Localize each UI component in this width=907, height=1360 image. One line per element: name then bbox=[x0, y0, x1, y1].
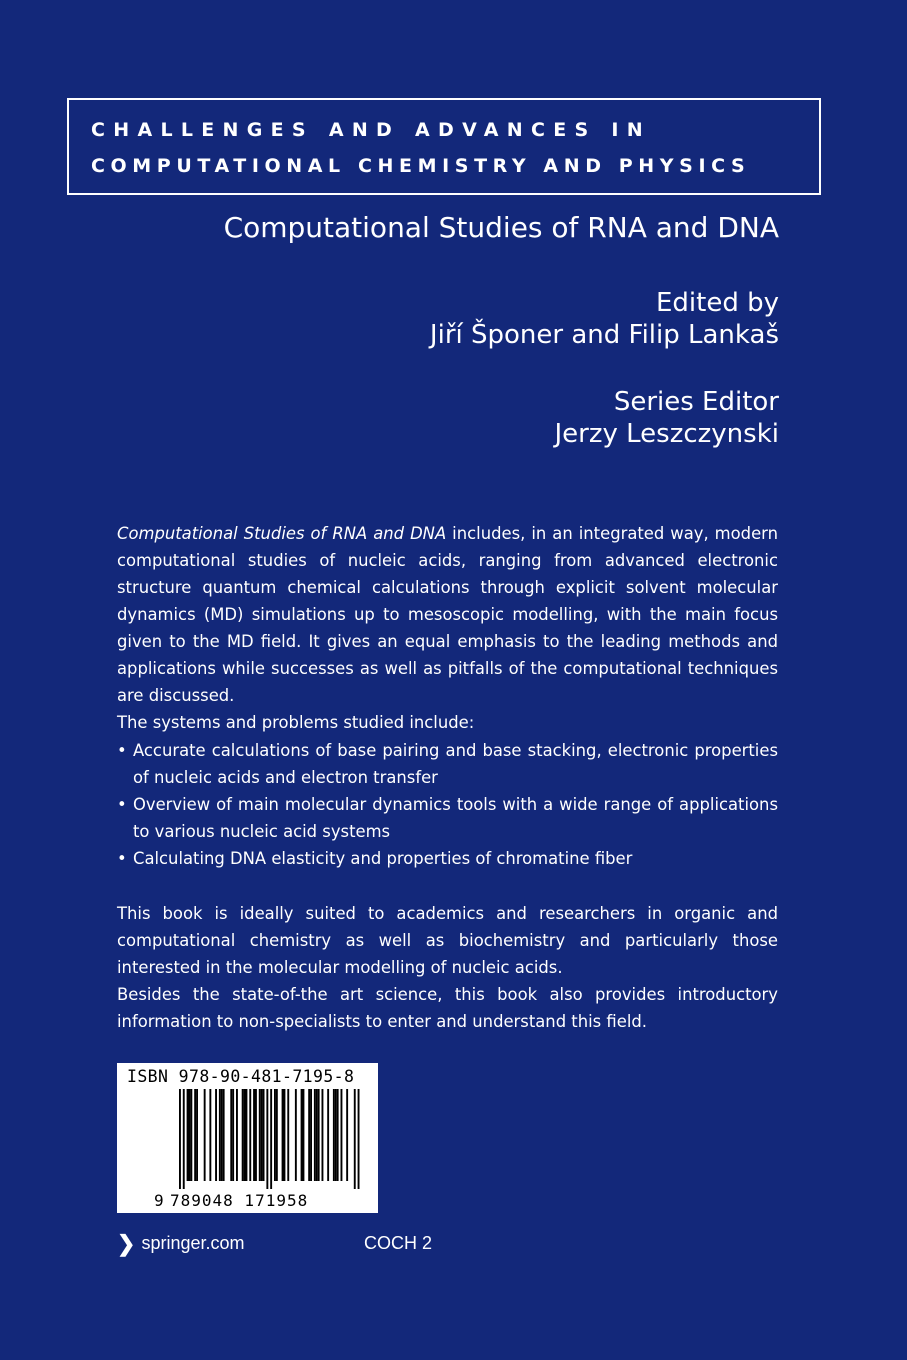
description bbox=[117, 520, 778, 736]
description-title-italic: Computational Studies of RNA and DNA bbox=[117, 524, 447, 543]
barcode-bar bbox=[335, 1089, 337, 1181]
book-title: Computational Studies of RNA and DNA bbox=[223, 211, 779, 244]
barcode-bar bbox=[189, 1089, 191, 1181]
series-editor-name: Jerzy Leszczynski bbox=[554, 419, 779, 449]
barcode-bar bbox=[215, 1089, 217, 1181]
barcode-bar bbox=[263, 1089, 265, 1181]
barcode-bar bbox=[223, 1089, 225, 1181]
list-item-text: Calculating DNA elasticity and properties of chromatine fiber bbox=[133, 849, 633, 868]
series-title-box bbox=[67, 98, 821, 195]
barcode-bar bbox=[318, 1089, 320, 1181]
barcode-bar bbox=[221, 1089, 223, 1181]
barcode-bar bbox=[295, 1089, 297, 1181]
barcode-bar bbox=[246, 1089, 248, 1181]
barcode-bar bbox=[242, 1089, 244, 1181]
barcode-bar bbox=[187, 1089, 189, 1181]
barcode-bar bbox=[255, 1089, 257, 1181]
barcode-bar bbox=[179, 1089, 181, 1189]
audience-paragraph: This book is ideally suited to academics and researchers in organic and computational chemistry as well as biochemistry and particularly those interested in the molecular modelling of nucleic acids. bbox=[117, 904, 778, 977]
barcode-bar bbox=[244, 1089, 246, 1181]
barcode-bar bbox=[236, 1089, 238, 1181]
barcode-bar bbox=[196, 1089, 198, 1181]
list-item-text: Overview of main molecular dynamics tools with a wide range of applications to various nucleic acid systems bbox=[133, 795, 778, 841]
barcode-bar bbox=[259, 1089, 261, 1181]
list-item-text: Accurate calculations of base pairing and base stacking, electronic properties of nucleic acids and electron transfer bbox=[133, 741, 778, 787]
list-item bbox=[117, 845, 778, 872]
chevron-right-icon: ❯ bbox=[117, 1230, 136, 1256]
ean-digits: 789048 171958 bbox=[170, 1191, 309, 1210]
editors-names: Jiří Šponer and Filip Lankaš bbox=[429, 320, 779, 350]
audience-section bbox=[117, 900, 778, 1035]
barcode-bar bbox=[249, 1089, 251, 1181]
audience-paragraph-2: Besides the state-of-the art science, this book also provides introductory information to non-specialists to enter and understand this field. bbox=[117, 985, 778, 1031]
barcode-bar bbox=[282, 1089, 284, 1181]
springer-link-text: springer.com bbox=[141, 1233, 245, 1253]
barcode-bar bbox=[287, 1089, 289, 1181]
barcode-bar bbox=[209, 1089, 211, 1181]
barcode-bar bbox=[314, 1089, 316, 1181]
barcode-bar bbox=[327, 1089, 329, 1181]
bullet-icon: • bbox=[117, 741, 127, 760]
barcode-bar bbox=[183, 1089, 185, 1189]
barcode-bar bbox=[204, 1089, 206, 1181]
ean-first-digit: 9 bbox=[154, 1191, 164, 1210]
bullet-icon: • bbox=[117, 849, 127, 868]
barcode-bar bbox=[276, 1089, 278, 1181]
isbn-barcode bbox=[117, 1063, 378, 1213]
barcode-bar bbox=[284, 1089, 286, 1181]
series-code: COCH 2 bbox=[364, 1233, 433, 1253]
barcode-bar bbox=[341, 1089, 343, 1181]
list-item bbox=[117, 791, 778, 845]
barcode-bar bbox=[346, 1089, 348, 1181]
barcode-bar bbox=[316, 1089, 318, 1181]
barcode-bar bbox=[310, 1089, 312, 1181]
barcode-bars bbox=[117, 1089, 378, 1189]
springer-link[interactable] bbox=[117, 1230, 245, 1256]
barcode-bar bbox=[253, 1089, 255, 1181]
edited-by-label: Edited by bbox=[655, 288, 779, 318]
barcode-bar bbox=[230, 1089, 232, 1181]
description-intro-to-list: The systems and problems studied include: bbox=[117, 713, 475, 732]
barcode-bar bbox=[337, 1089, 339, 1181]
barcode-bar bbox=[358, 1089, 360, 1189]
barcode-bar bbox=[274, 1089, 276, 1181]
barcode-bar bbox=[333, 1089, 335, 1181]
barcode-bar bbox=[270, 1089, 272, 1189]
series-title-line-1: CHALLENGES AND ADVANCES IN bbox=[91, 119, 651, 141]
barcode-bar bbox=[194, 1089, 196, 1181]
barcode-bar bbox=[219, 1089, 221, 1181]
barcode-bar bbox=[301, 1089, 303, 1181]
barcode-bar bbox=[303, 1089, 305, 1181]
isbn-number: ISBN 978-90-481-7195-8 bbox=[127, 1067, 355, 1086]
barcode-bar bbox=[190, 1089, 192, 1181]
description-paragraph bbox=[117, 520, 778, 709]
description-text: includes, in an integrated way, modern computational studies of nucleic acids, ranging from advanced electronic structure quantum chemical calculations through explicit solvent molecular dynamics (MD) simulations up to mesoscopic modelling, with the main focus given to the MD field. It gives an equal emphasis to the leading methods and applications while successes as well as pitfalls of the computational techniques are discussed. bbox=[117, 524, 778, 705]
barcode-bar bbox=[308, 1089, 310, 1181]
series-title-line-2: COMPUTATIONAL CHEMISTRY AND PHYSICS bbox=[91, 155, 751, 177]
bullet-icon: • bbox=[117, 795, 127, 814]
barcode-bar bbox=[261, 1089, 263, 1181]
barcode-bar bbox=[322, 1089, 324, 1181]
barcode-bar bbox=[232, 1089, 234, 1181]
list-item bbox=[117, 737, 778, 791]
barcode-bar bbox=[354, 1089, 356, 1189]
topics-list bbox=[117, 737, 778, 872]
series-editor-label: Series Editor bbox=[613, 387, 779, 417]
barcode-bar bbox=[266, 1089, 268, 1189]
